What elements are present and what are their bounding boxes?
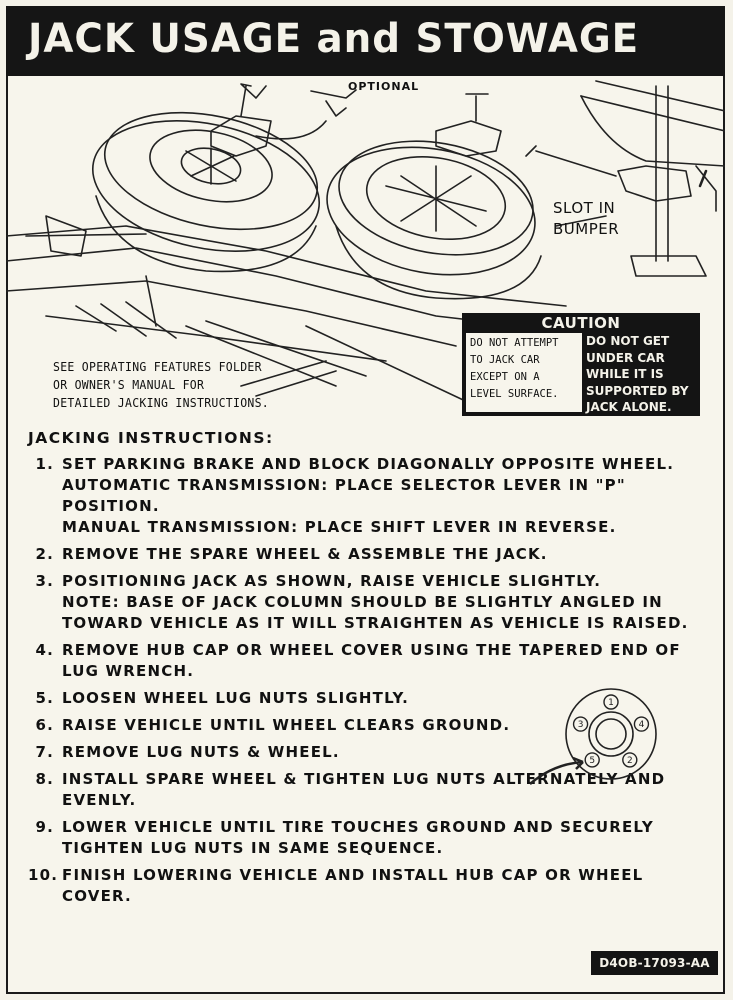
step-line: SET PARKING BRAKE AND BLOCK DIAGONALLY OPPOSITE WHEEL. — [62, 455, 675, 473]
step-line: TIGHTEN LUG NUTS IN SAME SEQUENCE. — [62, 839, 444, 857]
step-number: 4. — [35, 641, 54, 659]
step-line: TOWARD VEHICLE AS IT WILL STRAIGHTEN AS VEHICLE IS RAISED. — [62, 614, 689, 632]
lug-nut-number: 2 — [626, 755, 633, 766]
step-number: 9. — [35, 818, 54, 836]
jacking-instructions-title: JACKING INSTRUCTIONS: — [28, 429, 274, 447]
instruction-step — [28, 454, 728, 538]
lug-pattern-diagram — [528, 684, 668, 794]
slot-in-bumper-label — [553, 198, 619, 240]
note-line: DETAILED JACKING INSTRUCTIONS. — [53, 395, 269, 410]
step-number: 1. — [35, 455, 54, 473]
caution-left-panel — [466, 333, 582, 412]
step-line: POSITIONING JACK AS SHOWN, RAISE VEHICLE SLIGHTLY. — [62, 572, 602, 590]
note-line: SEE OPERATING FEATURES FOLDER — [53, 359, 262, 374]
lug-nut-number: 5 — [589, 755, 596, 766]
step-line: INSTALL SPARE WHEEL & TIGHTEN LUG NUTS ALTERNATELY AND — [62, 770, 666, 788]
caution-right-line: DO NOT GET — [586, 334, 670, 348]
step-line: FINISH LOWERING VEHICLE AND INSTALL HUB CAP OR WHEEL — [62, 866, 644, 884]
step-line: MANUAL TRANSMISSION: PLACE SHIFT LEVER IN REVERSE. — [62, 518, 617, 536]
step-text — [62, 865, 728, 907]
step-text — [62, 640, 728, 682]
part-number-badge: D4OB-17093-AA — [591, 951, 718, 975]
step-line: REMOVE LUG NUTS & WHEEL. — [62, 743, 340, 761]
step-line: RAISE VEHICLE UNTIL WHEEL CLEARS GROUND. — [62, 716, 511, 734]
step-text — [62, 571, 728, 634]
slot-label-line: BUMPER — [553, 220, 620, 238]
step-line: REMOVE HUB CAP OR WHEEL COVER USING THE TAPERED END OF — [62, 641, 681, 659]
step-number: 2. — [35, 545, 54, 563]
caution-left-line: EXCEPT ON A — [470, 371, 540, 383]
step-line: LOWER VEHICLE UNTIL TIRE TOUCHES GROUND AND SECURELY — [62, 818, 654, 836]
step-line: REMOVE THE SPARE WHEEL & ASSEMBLE THE JACK. — [62, 545, 548, 563]
step-text — [62, 817, 728, 859]
step-number: 7. — [35, 743, 54, 761]
step-line: AUTOMATIC TRANSMISSION: PLACE SELECTOR LEVER IN "P" — [62, 476, 626, 494]
step-line: COVER. — [62, 887, 132, 905]
step-line: LUG WRENCH. — [62, 662, 195, 680]
note-line: OR OWNER'S MANUAL FOR — [53, 377, 205, 392]
caution-right-line: JACK ALONE. — [586, 400, 672, 414]
lug-nut-number: 3 — [577, 720, 584, 731]
slot-label-line: SLOT IN — [553, 199, 616, 217]
step-text — [62, 544, 728, 565]
step-text — [62, 454, 728, 538]
step-number: 5. — [35, 689, 54, 707]
caution-right-panel — [586, 333, 698, 416]
step-number: 8. — [35, 770, 54, 788]
caution-title: CAUTION — [541, 314, 621, 332]
lug-nut-number: 4 — [638, 720, 645, 731]
step-line: LOOSEN WHEEL LUG NUTS SLIGHTLY. — [62, 689, 409, 707]
page-title: JACK USAGE and STOWAGE — [28, 16, 640, 62]
instruction-step — [28, 817, 728, 859]
caution-left-line: TO JACK CAR — [470, 354, 540, 366]
caution-right-line: WHILE IT IS — [586, 367, 664, 381]
caution-right-line: SUPPORTED BY — [586, 383, 689, 398]
step-line: POSITION. — [62, 497, 160, 515]
see-folder-note — [53, 358, 269, 412]
lug-nut-number: 1 — [608, 698, 614, 708]
caution-left-line: DO NOT ATTEMPT — [470, 337, 559, 349]
instruction-step — [28, 571, 728, 634]
step-number: 6. — [35, 716, 54, 734]
instruction-step — [28, 865, 728, 907]
instruction-step — [28, 544, 728, 565]
step-number: 3. — [35, 572, 54, 590]
step-line: NOTE: BASE OF JACK COLUMN SHOULD BE SLIGHTLY ANGLED IN — [62, 593, 663, 611]
step-line: EVENLY. — [62, 791, 137, 809]
instruction-step — [28, 640, 728, 682]
caution-left-line: LEVEL SURFACE. — [470, 388, 559, 400]
caution-right-line: UNDER CAR — [586, 350, 665, 365]
caution-box — [462, 313, 700, 416]
header-bar — [6, 6, 725, 76]
optional-label: OPTIONAL — [348, 80, 420, 93]
step-number: 10. — [28, 866, 59, 884]
